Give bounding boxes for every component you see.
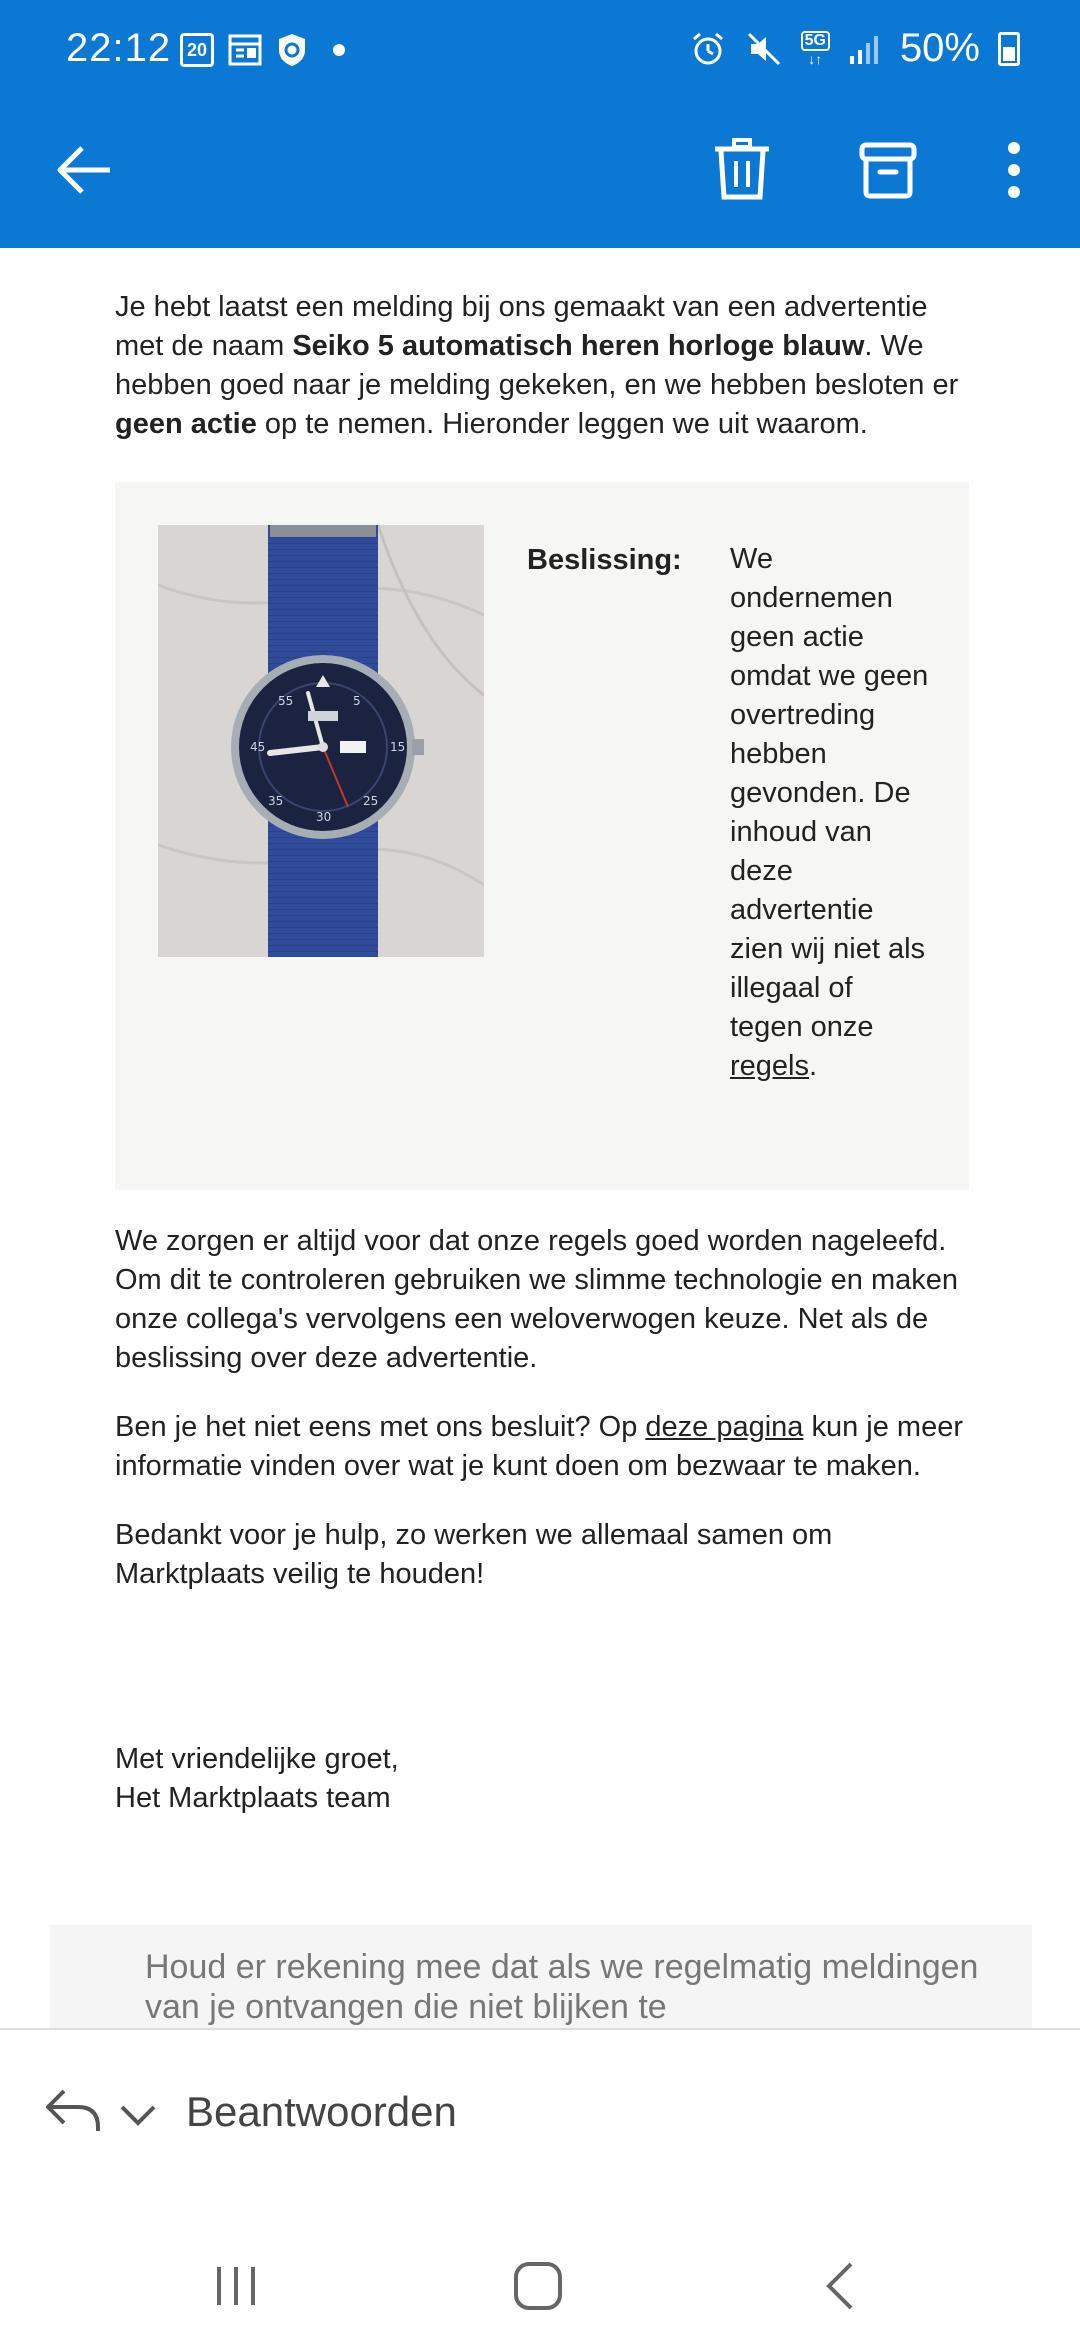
notice-box: [50, 1925, 1032, 2029]
thanks-paragraph: Bedankt voor je hulp, zo werken we allemaal samen om Marktplaats veilig te houden!: [115, 1519, 833, 1590]
dot-icon: [322, 33, 356, 67]
calendar-icon: 20: [180, 33, 214, 67]
no-action-text: geen actie: [115, 408, 257, 440]
decision-label: Beslissing:: [527, 544, 682, 576]
chevron-left-icon: [823, 2260, 857, 2312]
email-intro: Je hebt laatst een melding bij ons gemaakt van een advertentie met de naam Seiko 5 automatisch heren horloge blauw. We hebben goed naar je melding gekeken, en we hebben besloten er geen actie op te nemen. Hieronder leggen we uit waarom.: [115, 291, 959, 440]
arrow-left-icon: [52, 138, 116, 202]
battery-icon: [998, 32, 1020, 66]
svg-text:30: 30: [316, 810, 332, 824]
svg-text:25: 25: [363, 794, 379, 808]
appeal-page-link[interactable]: deze pagina: [645, 1411, 804, 1443]
news-icon: [228, 33, 262, 67]
signature: [115, 1740, 399, 1818]
shield-icon: [276, 32, 308, 68]
chevron-down-icon[interactable]: [118, 2102, 158, 2128]
battery-percentage: 50%: [899, 26, 980, 70]
email-body: [115, 1222, 970, 1624]
app-header: [0, 0, 1080, 248]
reply-button[interactable]: Beantwoorden: [186, 2088, 457, 2135]
reply-bar: [0, 2028, 1080, 2230]
back-button[interactable]: [44, 130, 124, 210]
ad-name: Seiko 5 automatisch heren horloge blauw: [292, 330, 865, 362]
watch-image[interactable]: [158, 525, 484, 957]
system-nav-bar: [0, 2228, 1080, 2340]
delete-button[interactable]: [702, 130, 782, 210]
more-options-button[interactable]: [974, 130, 1054, 210]
trash-icon: [712, 137, 772, 203]
watch-picture: [158, 525, 484, 957]
mute-icon: [745, 30, 783, 68]
home-icon: [512, 2260, 564, 2312]
alarm-icon: [689, 30, 727, 68]
decision-text: We ondernemen geen actie omdat we geen overtreding hebben gevonden. De inhoud van deze advertentie zien wij niet als illegaal of tegen onze regels.: [730, 543, 929, 1082]
status-time: 22:12: [66, 26, 172, 70]
svg-text:35: 35: [268, 794, 284, 808]
greeting: Met vriendelijke groet,: [115, 1743, 399, 1775]
more-vertical-icon: [1004, 140, 1024, 200]
network-icon: 5G ↓↑: [801, 31, 830, 67]
decision-box: [115, 482, 969, 1190]
svg-text:15: 15: [390, 740, 406, 754]
archive-icon: [858, 140, 918, 200]
disagree-paragraph: Ben je het niet eens met ons besluit? Op deze pagina kun je meer informatie vinden over wat je kunt doen om bezwaar te maken.: [115, 1411, 963, 1482]
status-bar: [0, 0, 1080, 100]
toolbar: [0, 110, 1080, 230]
reply-icon[interactable]: [44, 2085, 102, 2135]
svg-text:55: 55: [278, 694, 294, 708]
system-back-button[interactable]: [800, 2246, 880, 2326]
recent-apps-icon: [211, 2263, 261, 2309]
svg-text:45: 45: [250, 740, 266, 754]
signal-icon: [848, 32, 882, 66]
notice-text: Houd er rekening mee dat als we regelmatig meldingen van je ontvangen die niet blijken te: [145, 1948, 979, 2026]
recent-apps-button[interactable]: [196, 2246, 276, 2326]
tech-paragraph: We zorgen er altijd voor dat onze regels goed worden nageleefd. Om dit te controleren gebruiken we slimme technologie en maken onze collega's vervolgens een weloverwogen keuze. Net als de beslissing over deze advertentie.: [115, 1225, 959, 1374]
archive-button[interactable]: [848, 130, 928, 210]
home-button[interactable]: [498, 2246, 578, 2326]
signature-name: Het Marktplaats team: [115, 1782, 391, 1814]
rules-link[interactable]: regels: [730, 1050, 809, 1082]
svg-text:5: 5: [353, 694, 361, 708]
